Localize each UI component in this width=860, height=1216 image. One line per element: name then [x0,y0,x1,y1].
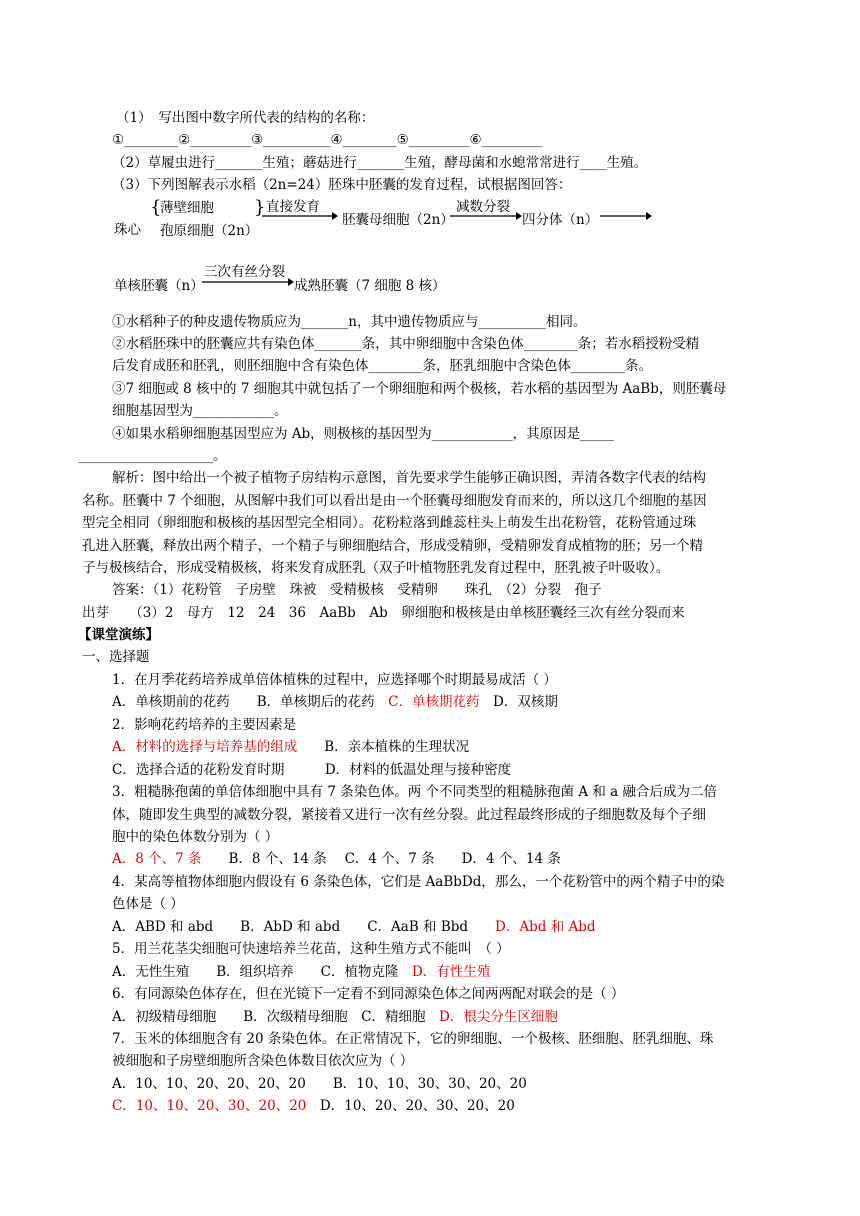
pq3c: 胞中的染色体数分别为（ ） [112,829,279,845]
pq5-options [112,962,490,982]
right-brace: } [254,197,266,218]
arrow1-icon [262,210,338,222]
pq4b: 色体是（ ） [112,896,184,912]
subq-4a: ④如果水稻卵细胞基因型应为 Ab，则极核的基因型为____________，其原因是_____ [112,426,614,442]
question-1-blanks: ①________②_________③__________④________⑤_________⑥_________ [112,132,543,148]
pq3a: 3．粗糙脉孢菌的单倍体细胞中具有 7 条染色体。两 个不同类型的粗糙脉孢菌 A 和 a 融合后成为二倍 [112,784,718,800]
analysis-line-5: 子与极核结合，形成受精极核，将来发育成胚乳（双子叶植物胚乳发育过程中，胚乳被子叶吸收）。 [82,560,670,576]
practice-header: 【课堂演练】 [78,627,159,643]
arrow2-icon [450,210,522,222]
section-title: 一、选择题 [82,649,150,665]
pq5-answer: D．有性生殖 [412,964,491,980]
pq3b: 体，随即发生典型的减数分裂，紧接着又进行一次有丝分裂。此过程最终形成的子细胞数及每个子细 [112,807,706,823]
subq-3a: ③7 细胞或 8 核中的 7 细胞其中就包括了一个卵细胞和两个极核，若水稻的基因型为 AaBb，则胚囊母 [112,381,727,397]
pq7b: 被细胞和子房壁细胞所含染色体数目依次应为（ ） [112,1053,414,1069]
pq5: 5．用兰花茎尖细胞可快速培养兰花苗，这种生殖方式不能叫 （ ） [112,941,510,957]
pq7a: 7．玉米的体细胞含有 20 条染色体。在正常情况下，它的卵细胞、一个极核、胚细胞、胚乳细胞、珠 [112,1031,714,1047]
pq7-options-cd [112,1096,515,1116]
pq3-opts: B．8 个、14 条 C．4 个、7 条 D．4 个、14 条 [228,851,561,867]
diagram-bottom-cell: 孢原细胞（2n） [160,223,259,239]
analysis-line-1: 解析：图中给出一个被子植物子房结构示意图，首先要求学生能够正确识图，弄清各数字代表的结构 [112,470,706,486]
pq2-options-ab [112,737,469,757]
arrow-end-icon [600,210,652,222]
subq-2a: ②水稻胚珠中的胚囊应共有染色体_______条，其中卵细胞中含染色体________条；若水稻授粉受精 [112,336,700,352]
subq-3b: 细胞基因型为____________。 [112,403,288,419]
diagram-top-cell: 薄壁细胞 [160,200,214,216]
question-1-title: （1） 写出图中数字所代表的结构的名称： [116,110,375,126]
diagram-sifenti: 四分体（n） [522,212,599,228]
pq2-opt-b: B．亲本植株的生理状况 [324,739,470,755]
question-2-text: （2）草履虫进行_______生殖；蘑菇进行_______生殖，酵母菌和水螅常常进行____生殖。 [112,155,648,171]
pq7-options-ab: A．10、10、20、20、20、20 B．10、10、30、30、20、20 [112,1076,527,1092]
left-brace: { [150,197,162,218]
diagram-danhe: 单核胚囊（n） [114,278,204,294]
pq1-opt-d: D．双核期 [493,694,558,710]
diagram-zhuxin: 珠心 [114,222,141,238]
pq7-answer: C．10、10、20、30、20、20 [112,1098,307,1114]
arrow2-label: 减数分裂 [456,199,510,215]
analysis-line-2: 名称。胚囊中 7 个细胞，从图解中我们可以看出是由一个胚囊母细胞发育而来的，所以这几个细胞的基因 [82,493,707,509]
answer-line-2: 出芽 （3）2 母方 12 24 36 AaBb Ab 卵细胞和极核是由单核胚囊经三次有丝分裂而来 [82,605,685,621]
subq-1: ①水稻种子的种皮遗传物质应为_______n，其中遗传物质应与__________相同。 [112,314,587,330]
pq2-answer: A．材料的选择与培养基的组成 [112,739,298,755]
arrow3-label: 三次有丝分裂 [204,264,285,280]
arrow1-label: 直接发育 [266,199,320,215]
pq6-answer: D．根尖分生区细胞 [439,1009,558,1025]
question-3-text: （3）下列图解表示水稻（2n=24）胚珠中胚囊的发育过程，试根据图回答： [112,177,572,193]
subq-2b: 后发育成胚和胚乳，则胚细胞中含有染色体________条，胚乳细胞中含染色体________条。 [112,358,652,374]
pq1-answer: C．单核期花药 [388,694,480,710]
pq4a: 4．某高等植物体细胞内假设有 6 条染色体，它们是 AaBbDd，那么，一个花粉管中的两个精子中的染 [112,874,725,890]
pq7-opt-d: D．10、20、20、30、20、20 [319,1098,515,1114]
pq2-options-cd: C．选择合适的花粉发育时期 D．材料的低温处理与接种密度 [112,762,512,778]
diagram-chengshu: 成熟胚囊（7 细胞 8 核） [294,278,446,294]
diagram-pinang-mu: 胚囊母细胞（2n） [342,212,454,228]
analysis-line-3: 型完全相同（卵细胞和极核的基因型完全相同）。花粉粒落到雌蕊柱头上萌发生出花粉管，花粉管通过珠 [82,515,697,531]
pq1: 1．在月季花药培养成单倍体植株的过程中，应选择哪个时期最易成活（ ） [112,672,557,688]
pq1-options [112,692,558,712]
pq6-opts: A．初级精母细胞 B．次级精母细胞 C．精细胞 [112,1009,426,1025]
pq2: 2．影响花药培养的主要因素是 [112,717,297,733]
pq4-answer: D．Abd 和 Abd [495,919,596,935]
pq3-options [112,849,561,869]
pq4-options [112,917,596,937]
pq6-options [112,1007,558,1027]
pq1-opts-ab: A．单核期前的花药 B．单核期后的花药 [112,694,375,710]
answer-line-1: 答案：（1）花粉管 子房壁 珠被 受精极核 受精卵 珠孔 （2）分裂 孢子 [112,582,602,598]
analysis-line-4: 孔进入胚囊，释放出两个精子，一个精子与卵细胞结合，形成受精卵，受精卵发育成植物的胚；另一个精 [82,538,703,554]
pq3-answer: A．8 个、7 条 [112,851,202,867]
arrow3-icon [202,276,294,288]
subq-4b: ____________________。 [78,448,227,464]
pq6: 6．有同源染色体存在，但在光镜下一定看不到同源染色体之间两两配对联会的是（ ） [112,986,625,1002]
pq4-opts: A．ABD 和 abd B．AbD 和 abd C．AaB 和 Bbd [112,919,469,935]
pq5-opts: A．无性生殖 B．组织培养 C．植物克隆 [112,964,399,980]
